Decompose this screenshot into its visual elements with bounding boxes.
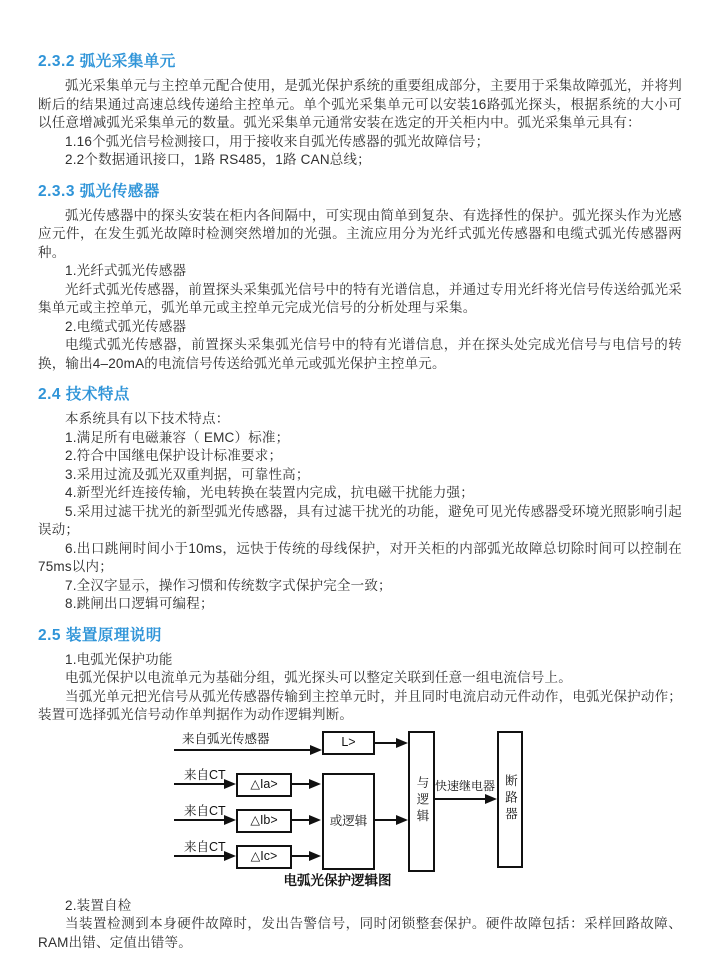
diagram-block-delta-ib-label: △Ib> (250, 813, 278, 827)
paragraph: 1.电弧光保护功能 (65, 651, 173, 667)
paragraph: 4.新型光纤连接传输，光电转换在装置内完成，抗电磁干扰能力强； (65, 485, 474, 500)
connector-line (174, 819, 224, 821)
logic-diagram (170, 729, 535, 895)
paragraph: 2.2个数据通讯接口，1路 RS485，1路 CAN总线； (65, 152, 371, 167)
paragraph: 电弧光保护以电流单元为基础分组，弧光探头可以整定关联到任意一组电流信号上。 (65, 670, 572, 685)
diagram-block-and-logic-label: 与逻辑 (415, 776, 429, 826)
paragraph: 弧光传感器中的探头安装在柜内各间隔中，可实现由简单到复杂、有选择性的保护。弧光探头作为光感应元件，在发生弧光故障时检测突然增加的光强。主流应用分为光纤式弧光传感器和电缆式弧光传感器两种。 (38, 207, 682, 260)
diagram-block-and-logic (408, 731, 435, 872)
paragraph: 2.电缆式弧光传感器 (65, 318, 187, 334)
arrow-right-icon (396, 738, 408, 748)
paragraph: 1.16个弧光信号检测接口，用于接收来自弧光传感器的弧光故障信号； (65, 133, 490, 149)
arrow-right-icon (396, 815, 408, 825)
diagram-block-or-logic-label: 或逻辑 (329, 813, 368, 828)
diagram-block-delta-ia-label: △Ia> (250, 777, 278, 791)
paragraph: 6.出口跳闸时间小于10ms，远快于传统的母线保护，对开关柜的内部弧光故障总切除时间可以控制在75ms以内； (38, 540, 682, 574)
paragraph: 当装置检测到本身硬件故障时，发出告警信号，同时闭锁整套保护。硬件故障包括：采样回路故障、RAM出错、定值出错等。 (38, 916, 682, 950)
diagram-input-label-ct-3: 来自CT (184, 839, 226, 854)
diagram-relay-label: 快速继电器 (434, 778, 495, 793)
connector-line (375, 819, 396, 821)
heading-2-3-3: 2.3.3 弧光传感器 (38, 182, 160, 200)
arrow-right-icon (309, 815, 321, 825)
arrow-right-icon (224, 779, 236, 789)
connector-line (292, 783, 309, 785)
paragraph: 3.采用过流及弧光双重判据，可靠性高； (65, 466, 310, 482)
diagram-block-l (322, 731, 375, 755)
paragraph: 2.装置自检 (65, 897, 132, 913)
paragraph: 2.符合中国继电保护设计标准要求； (65, 448, 283, 463)
heading-2-4: 2.4 技术特点 (38, 386, 130, 403)
paragraph: 当弧光单元把光信号从弧光传感器传输到主控单元时，并且同时电流启动元件动作，电弧光保护动作；装置可选择弧光信号动作单判据作为动作逻辑判断。 (38, 688, 682, 722)
paragraph: 光纤式弧光传感器，前置探头采集弧光信号中的特有光谱信息，并通过专用光纤将光信号传送给弧光采集单元或主控单元，弧光单元或主控单元完成光信号的分析处理与采集。 (38, 281, 682, 315)
connector-line (435, 798, 485, 800)
diagram-input-label-ct-2: 来自CT (184, 803, 226, 818)
connector-line (174, 783, 224, 785)
diagram-block-breaker-label: 断路器 (503, 774, 518, 824)
heading-2-5: 2.5 装置原理说明 (38, 626, 162, 644)
paragraph: 本系统具有以下技术特点： (65, 411, 230, 426)
paragraph: 7.全汉字显示，操作习惯和传统数字式保护完全一致； (65, 577, 392, 593)
arrow-right-icon (485, 794, 497, 804)
diagram-block-breaker (497, 731, 523, 868)
heading-2-3-2: 2.3.2 弧光采集单元 (38, 53, 176, 70)
connector-line (174, 749, 310, 751)
diagram-block-delta-ia (236, 773, 292, 797)
paragraph: 1.光纤式弧光传感器 (65, 263, 187, 278)
paragraph: 8.跳闸出口逻辑可编程； (65, 596, 214, 611)
arrow-right-icon (309, 779, 321, 789)
connector-line (174, 855, 224, 857)
diagram-block-delta-ib (236, 809, 292, 833)
paragraph: 弧光采集单元与主控单元配合使用，是弧光保护系统的重要组成部分，主要用于采集故障弧光，并将判断后的结果通过高速总线传递给主控单元。单个弧光采集单元可以安装16路弧光探头，根据系统的大小可以任意增减弧光采集单元的数量。弧光采集单元通常安装在选定的开关柜内中。弧光采集单元具有： (38, 78, 682, 130)
arrow-right-icon (309, 851, 321, 861)
diagram-input-label-arc: 来自弧光传感器 (182, 731, 270, 746)
paragraph: 电缆式弧光传感器，前置探头采集弧光信号中的特有光谱信息，并在探头处完成光信号与电信号的转换，输出4–20mA的电流信号传送给弧光单元或弧光保护主控单元。 (38, 337, 682, 371)
diagram-input-label-ct-1: 来自CT (184, 767, 226, 782)
diagram-block-or-logic (322, 773, 375, 870)
arrow-right-icon (310, 745, 322, 755)
connector-line (292, 855, 309, 857)
diagram-caption: 电弧光保护逻辑图 (283, 872, 392, 888)
diagram-block-delta-ic-label: △Ic> (250, 849, 278, 863)
diagram-block-delta-ic (236, 845, 292, 869)
diagram-block-l-label: L> (341, 735, 356, 749)
connector-line (375, 742, 396, 744)
arrow-right-icon (224, 851, 236, 861)
paragraph: 5.采用过滤干扰光的新型弧光传感器，具有过滤干扰光的功能，避免可见光传感器受环境光照影响引起误动； (38, 503, 682, 537)
paragraph: 1.满足所有电磁兼容（ EMC）标准； (65, 429, 290, 445)
arrow-right-icon (224, 815, 236, 825)
connector-line (292, 819, 309, 821)
